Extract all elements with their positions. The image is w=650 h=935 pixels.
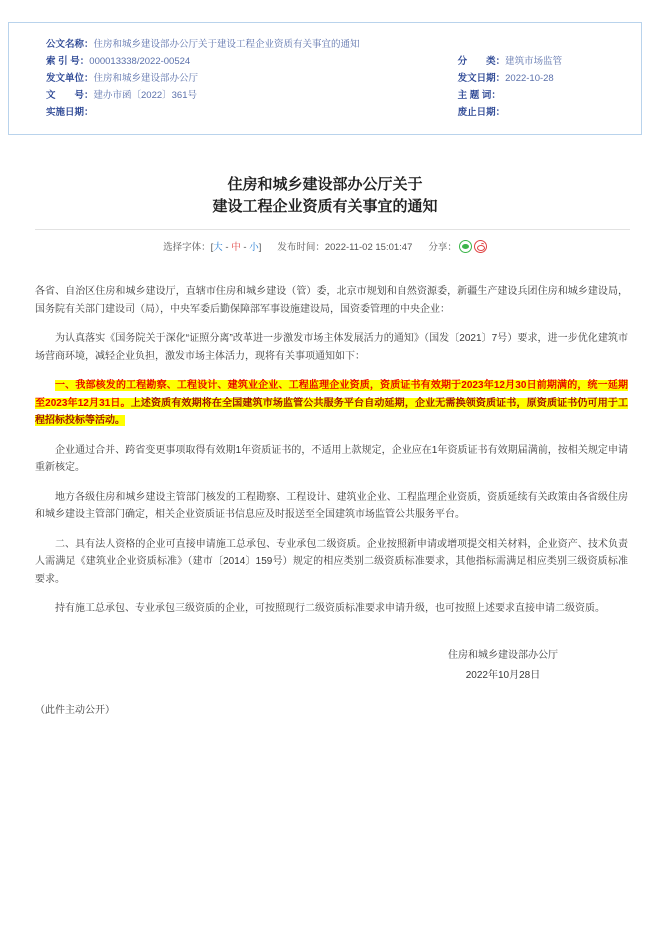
issue-date-label: 发文日期：: [457, 73, 506, 84]
meta-row-index: [46, 53, 458, 70]
title-divider: [35, 229, 630, 230]
subject-label: 主 题 词：: [457, 90, 501, 101]
doc-name-value: 住房和城乡建设部办公厅关于建设工程企业资质有关事宜的通知: [93, 39, 360, 50]
expire-date-label: 废止日期：: [457, 107, 506, 118]
upgrade-paragraph: 持有施工总承包、专业承包三级资质的企业，可按照现行二级资质标准要求申请升级，也可按照上述要求直接申请二级资质。: [55, 603, 605, 614]
meta-row-issuer: [46, 70, 458, 87]
meta-row-doc-no: [46, 87, 458, 104]
merger-paragraph: 企业通过合并、跨省变更事项取得有效期1年资质证书的，不适用上款规定，企业应在1年资质证书有效期届满前，按相关规定申请重新核定。: [35, 444, 628, 473]
highlight-sentence-1: 一、我部核发的工程勘察、工程设计、建筑业企业、工程监理企业资质，资质证书有效期于2023年12月30日前期满的，统一延期至2023年12月31日。: [35, 380, 628, 409]
issuer-value: 住房和城乡建设部办公厅: [93, 73, 199, 84]
page-title-line1: 住房和城乡建设部办公厅关于: [227, 176, 423, 193]
font-size-medium-button[interactable]: 中: [231, 242, 241, 253]
local-authority-paragraph: 地方各级住房和城乡建设主管部门核发的工程勘察、工程设计、建筑业企业、工程监理企业资质，资质延续有关政策由各省级住房和城乡建设主管部门确定，相关企业资质证书信息应及时报送至全国建筑市场监管公共服务平台。: [35, 491, 628, 520]
issue-date-value: 2022-10-28: [505, 73, 554, 84]
weibo-share-icon[interactable]: [474, 240, 487, 253]
category-value: 建筑市场监管: [505, 56, 563, 67]
font-size-sep2: -: [240, 242, 250, 253]
font-size-label: 选择字体：[: [163, 242, 214, 253]
doc-no-label: 文 号：: [46, 90, 94, 101]
meta-row-subject: [458, 87, 641, 104]
doc-name-label: 公文名称：: [46, 39, 94, 50]
index-label: 索 引 号：: [46, 56, 90, 67]
signature-org: 住房和城乡建设部办公厅: [448, 649, 558, 661]
publish-time-label: 发布时间：: [277, 242, 325, 253]
meta-row-impl-date: [46, 104, 458, 121]
issuer-label: 发文单位：: [46, 73, 94, 84]
signature-date: 2022年10月28日: [465, 669, 541, 681]
highlighted-paragraph: [35, 377, 628, 430]
impl-date-label: 实施日期：: [46, 107, 94, 118]
font-size-small-button[interactable]: 小: [249, 242, 259, 253]
page-title: [0, 174, 650, 218]
document-body: [0, 283, 650, 719]
highlight-sentence-2: 上述资质有效期将在全国建筑市场监管公共服务平台自动延期，企业无需换领资质证书，原资质证书仍可用于工程招标投标等活动。: [35, 397, 629, 426]
document-metadata-panel: [8, 22, 642, 135]
intro-paragraph: 为认真落实《国务院关于深化“证照分离”改革进一步激发市场主体发展活力的通知》（国发〔2021〕7号）要求，进一步优化建筑市场营商环境，减轻企业负担，激发市场主体活力，现将有关事项通知如下：: [35, 333, 628, 362]
doc-no-value: 建办市函〔2022〕361号: [93, 90, 197, 101]
publish-time-value: 2022-11-02 15:01:47: [324, 242, 413, 253]
article-toolbar: [0, 240, 650, 256]
page-title-line2: 建设工程企业资质有关事宜的通知: [212, 198, 438, 215]
disclosure-note: （此件主动公开）: [35, 704, 115, 716]
font-size-bracket-close: ]: [258, 242, 262, 253]
index-value: 000013338/2022-00524: [89, 56, 191, 67]
wechat-share-icon[interactable]: [459, 240, 472, 253]
meta-row-doc-name: [46, 36, 641, 53]
meta-row-expire-date: [458, 104, 641, 121]
signature-block: [35, 646, 628, 686]
meta-row-issue-date: [458, 70, 641, 87]
category-label: 分 类：: [457, 56, 506, 67]
font-size-large-button[interactable]: 大: [213, 242, 223, 253]
item-two-paragraph: 二、具有法人资格的企业可直接申请施工总承包、专业承包二级资质。企业按照新申请或增项提交相关材料，企业资产、技术负责人需满足《建筑业企业资质标准》（建市〔2014〕159号）规定的相应类别二级资质标准要求，其他指标需满足相应类别三级资质标准要求。: [35, 538, 628, 585]
meta-row-category: [458, 53, 641, 70]
share-label: 分享：: [428, 242, 457, 253]
addressee-paragraph: 各省、自治区住房和城乡建设厅，直辖市住房和城乡建设（管）委，北京市规划和自然资源委，新疆生产建设兵团住房和城乡建设局，国务院有关部门建设司（局），中央军委后勤保障部军事设施建设局，国资委管理的中央企业：: [35, 286, 628, 315]
font-size-sep1: -: [222, 242, 232, 253]
